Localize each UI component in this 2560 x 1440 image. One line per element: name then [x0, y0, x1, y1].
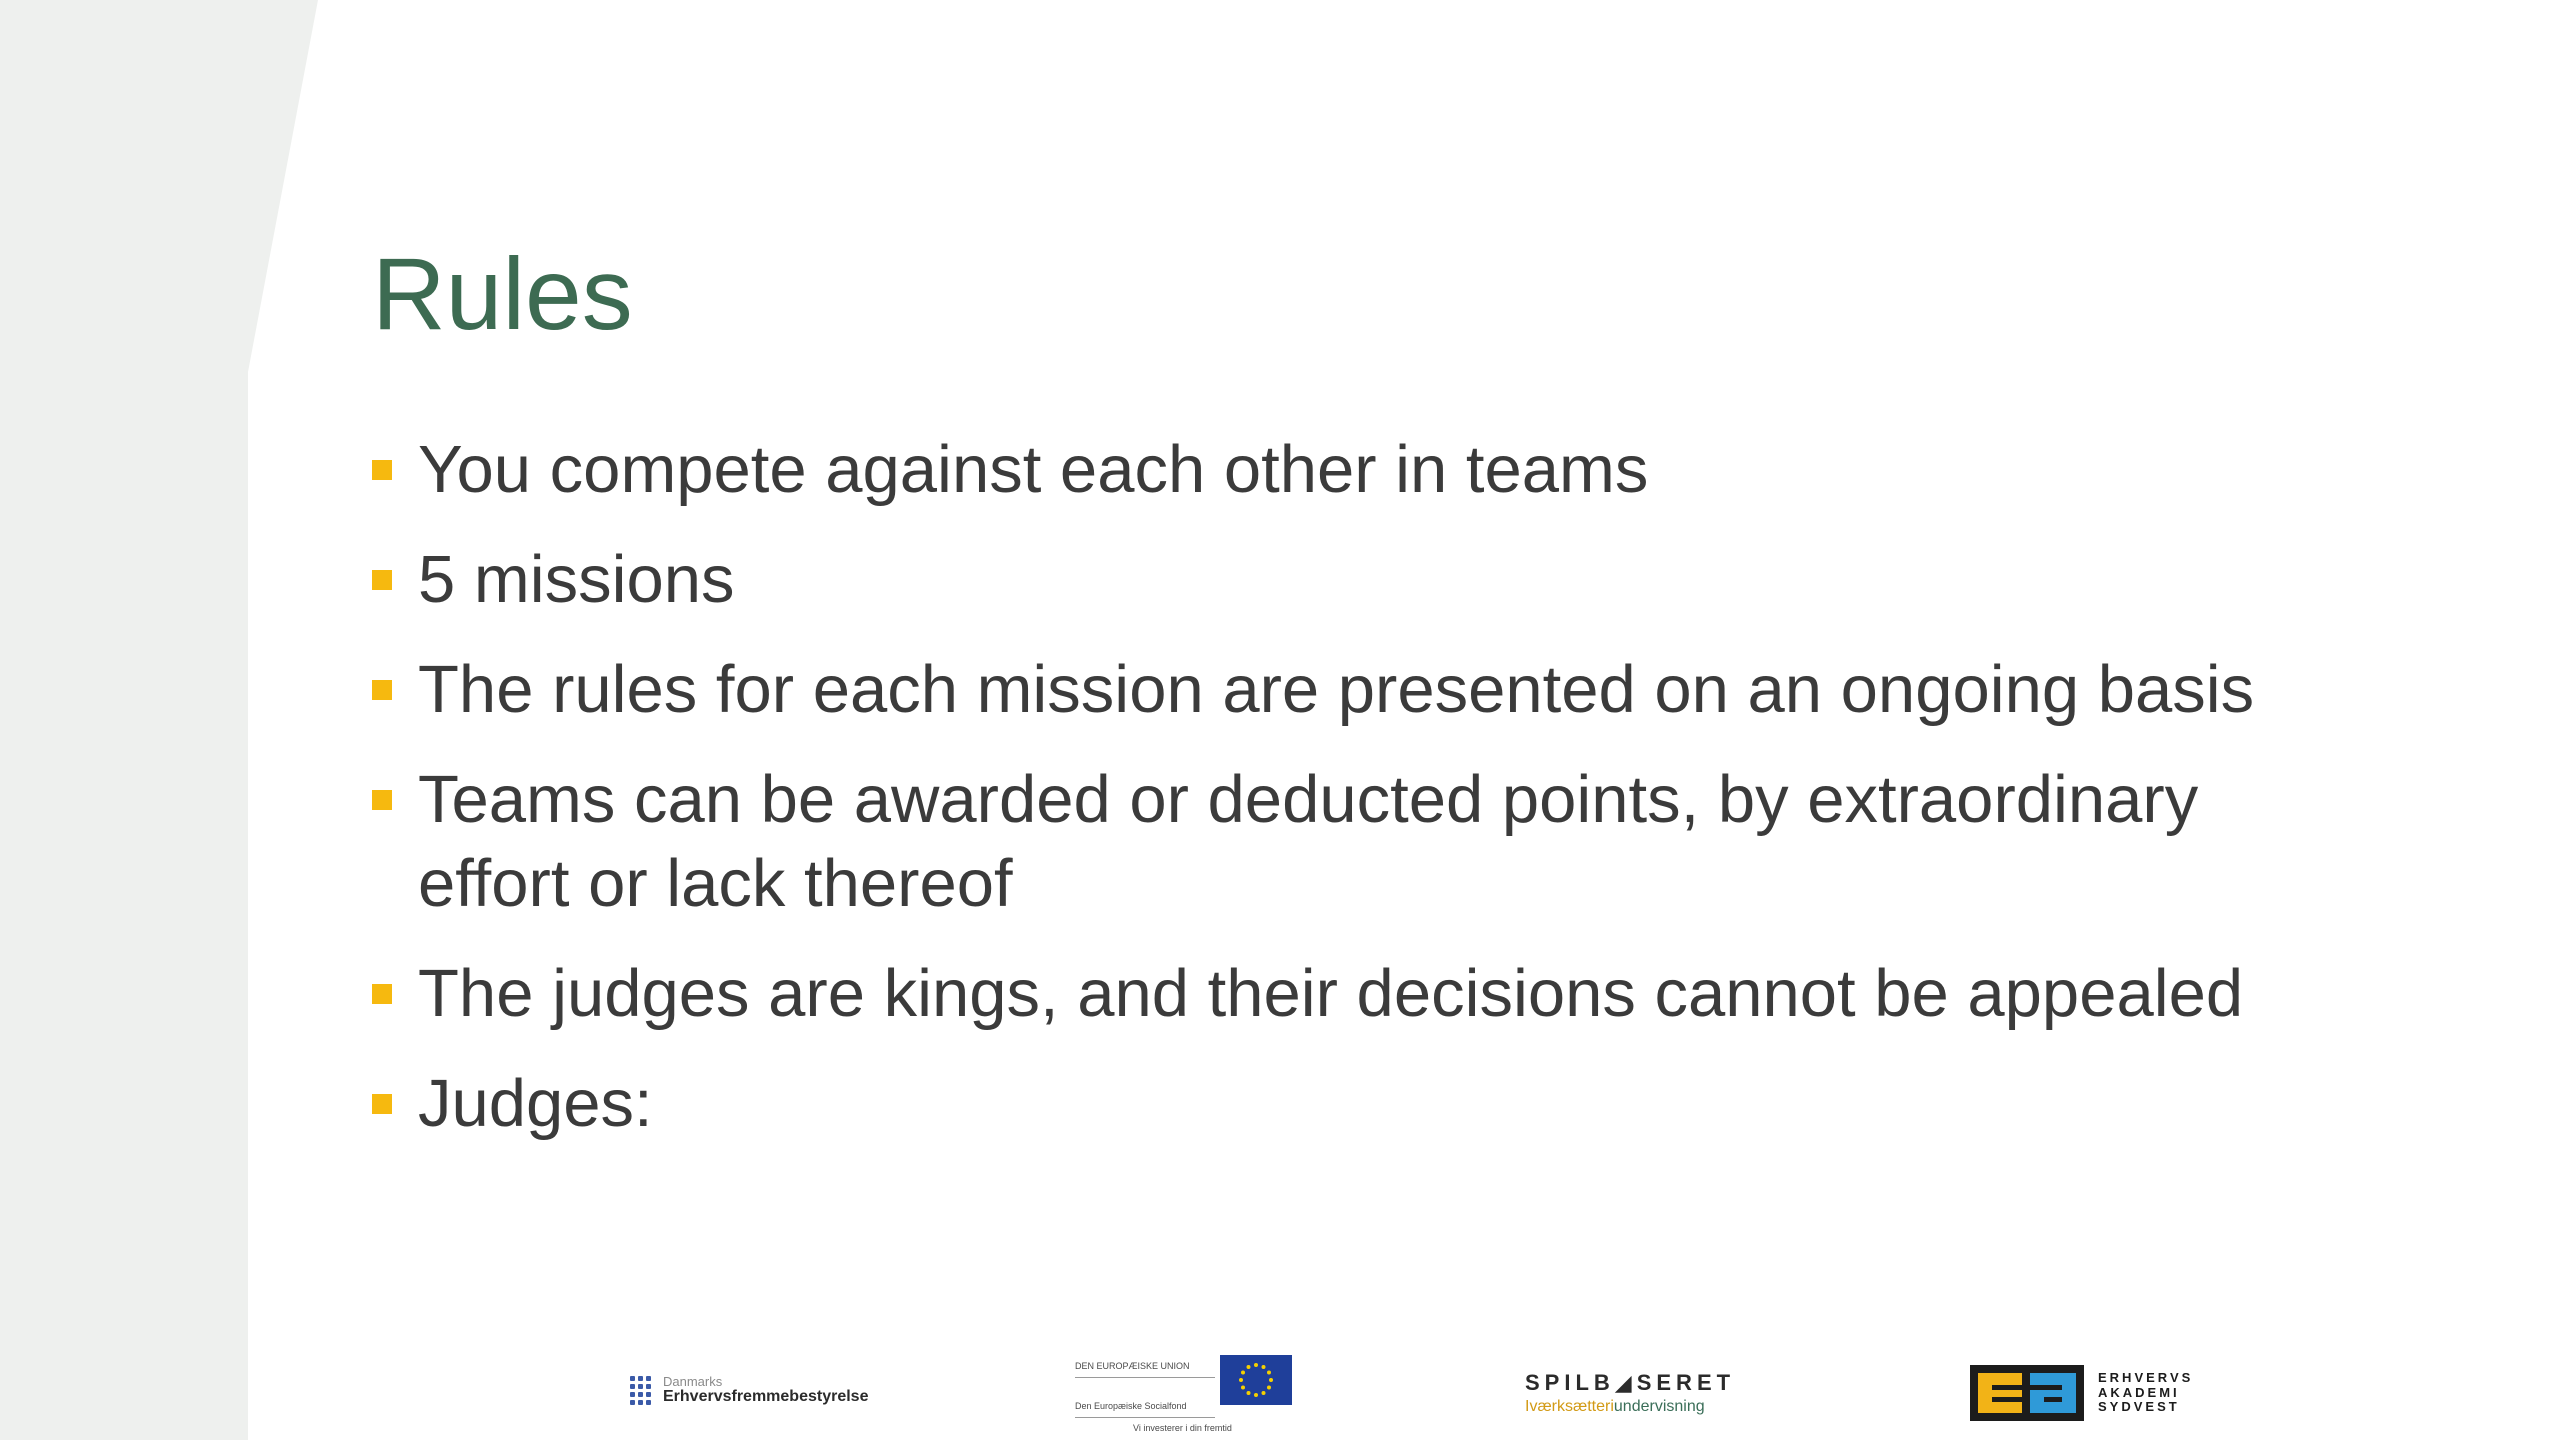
spilbaseret-subtitle: [1525, 1398, 1735, 1416]
bullet-marker-icon: [372, 790, 392, 810]
bullet-list: [372, 428, 2352, 1172]
logo-small-text: Danmarks: [663, 1374, 723, 1389]
bullet-marker-icon: [372, 984, 392, 1004]
bullet-marker-icon: [372, 680, 392, 700]
eu-union-text: DEN EUROPÆISKE UNION: [1075, 1361, 1190, 1371]
spilbaseret-subtitle-part-a: Iværksætteri: [1525, 1398, 1614, 1415]
bullet-item: [372, 1062, 2352, 1146]
ea-line-2: AKADEMI: [2098, 1384, 2180, 1400]
eu-divider: [1075, 1417, 1215, 1418]
bullet-text: The rules for each mission are presented on an ongoing basis: [418, 652, 2255, 727]
bullet-item: [372, 648, 2352, 732]
spilbaseret-wordmark: SPILB◢SERET: [1525, 1370, 1736, 1395]
bullet-text: 5 missions: [418, 542, 735, 617]
erhvervsfremmebestyrelse-logo: [630, 1375, 868, 1405]
bullet-marker-icon: [372, 1094, 392, 1114]
bullet-item: [372, 952, 2352, 1036]
ea-mark-icon: [1970, 1365, 2084, 1421]
bullet-marker-icon: [372, 460, 392, 480]
bullet-item: [372, 538, 2352, 622]
ea-line-1: ERHVERVS: [2098, 1369, 2194, 1385]
sponsor-logo-bar: [600, 1340, 2240, 1440]
bullet-item: [372, 428, 2352, 512]
bullet-text: The judges are kings, and their decisions cannot be appealed: [418, 956, 2244, 1031]
eu-social-fund-logo: [1075, 1355, 1315, 1435]
eu-tagline-text: Vi investerer i din fremtid: [1133, 1423, 1232, 1433]
erhvervsakademi-sydvest-logo: [1970, 1365, 2193, 1421]
ea-line-3: SYDVEST: [2098, 1399, 2180, 1415]
logo-main-text: Erhvervsfremmebestyrelse: [663, 1387, 869, 1405]
bullet-text: Judges:: [418, 1066, 653, 1141]
bullet-marker-icon: [372, 570, 392, 590]
eu-fund-text: Den Europæiske Socialfond: [1075, 1401, 1187, 1411]
left-decorative-band: [0, 0, 320, 1440]
eu-flag-icon: [1220, 1355, 1292, 1405]
spilbaseret-subtitle-part-b: undervisning: [1613, 1398, 1705, 1415]
bullet-text: You compete against each other in teams: [418, 432, 1649, 507]
slide-title: Rules: [372, 237, 633, 351]
bullet-item: [372, 758, 2352, 926]
dot-grid-icon: [630, 1376, 651, 1405]
spilbaseret-logo: [1525, 1370, 1735, 1416]
eu-divider: [1075, 1377, 1215, 1378]
bullet-text: Teams can be awarded or deducted points, by extraordinary effort or lack thereof: [418, 762, 2199, 921]
